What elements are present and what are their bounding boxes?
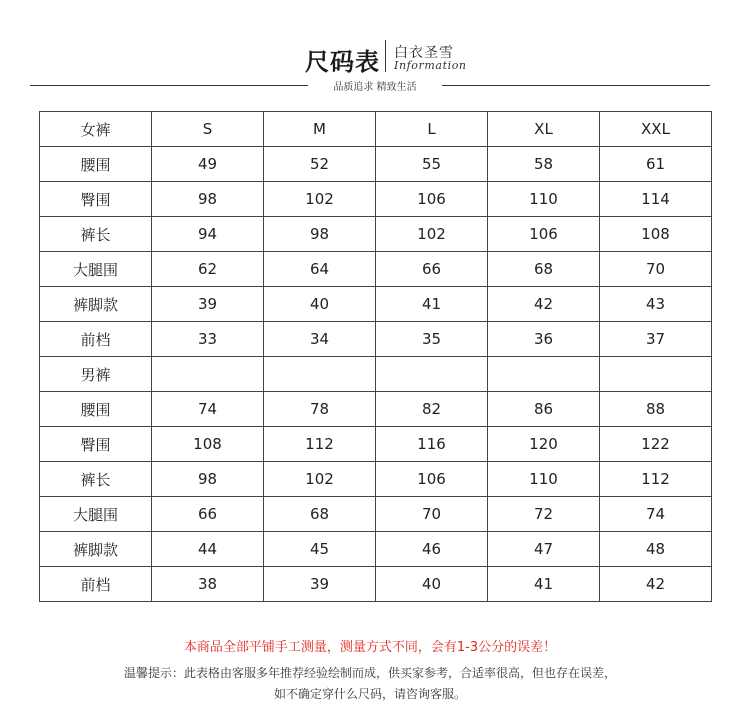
- table-cell: 38: [152, 567, 264, 602]
- table-cell: 74: [152, 392, 264, 427]
- table-cell: 116: [376, 427, 488, 462]
- table-cell: 70: [376, 497, 488, 532]
- table-cell: 88: [600, 392, 712, 427]
- table-cell-empty: [600, 357, 712, 392]
- table-cell: 41: [488, 567, 600, 602]
- table-cell-empty: [152, 357, 264, 392]
- page-title: 尺码表: [305, 48, 380, 76]
- table-cell: 44: [152, 532, 264, 567]
- table-cell: 86: [488, 392, 600, 427]
- table-row: [40, 322, 712, 357]
- table-cell: 34: [264, 322, 376, 357]
- table-cell: 102: [264, 182, 376, 217]
- table-cell: 49: [152, 147, 264, 182]
- brand-name: 白衣圣雪: [394, 45, 454, 61]
- table-cell: 106: [376, 182, 488, 217]
- slogan: 品质追求 精致生活: [333, 82, 417, 93]
- size-header-s: S: [152, 112, 264, 147]
- table-row: [40, 427, 712, 462]
- row-label: 腰围: [40, 392, 152, 427]
- men-section-label: 男裤: [40, 357, 152, 392]
- table-cell: 64: [264, 252, 376, 287]
- tip-line-2: 如不确定穿什么尺码，请咨询客服。: [273, 687, 466, 701]
- table-row: [40, 252, 712, 287]
- table-row: [40, 147, 712, 182]
- table-cell: 52: [264, 147, 376, 182]
- size-header-l: L: [376, 112, 488, 147]
- table-cell-empty: [376, 357, 488, 392]
- table-cell: 94: [152, 217, 264, 252]
- size-header-xl: XL: [488, 112, 600, 147]
- table-cell: 114: [600, 182, 712, 217]
- size-header-m: M: [264, 112, 376, 147]
- table-cell-empty: [264, 357, 376, 392]
- table-cell: 122: [600, 427, 712, 462]
- table-cell: 102: [376, 217, 488, 252]
- table-cell: 47: [488, 532, 600, 567]
- table-row: [40, 217, 712, 252]
- table-row: [40, 497, 712, 532]
- table-cell: 108: [600, 217, 712, 252]
- table-cell: 55: [376, 147, 488, 182]
- table-cell: 106: [376, 462, 488, 497]
- row-label: 前档: [40, 567, 152, 602]
- row-label: 裤长: [40, 217, 152, 252]
- title-divider: [385, 40, 386, 72]
- row-label: 前档: [40, 322, 152, 357]
- page-header: [0, 0, 740, 100]
- brand-subtitle: Information: [394, 59, 467, 72]
- table-cell: 110: [488, 462, 600, 497]
- table-cell: 58: [488, 147, 600, 182]
- table-cell: 108: [152, 427, 264, 462]
- row-label: 大腿围: [40, 252, 152, 287]
- table-row: [40, 532, 712, 567]
- table-cell: 68: [264, 497, 376, 532]
- table-row: [40, 182, 712, 217]
- row-label: 大腿围: [40, 497, 152, 532]
- table-cell: 102: [264, 462, 376, 497]
- table-cell: 66: [152, 497, 264, 532]
- row-label: 腰围: [40, 147, 152, 182]
- tip-line-1: 温馨提示：此表格由客服多年推荐经验绘制而成，供买家参考，合适率很高，但也存在误差，: [123, 666, 616, 680]
- table-cell: 35: [376, 322, 488, 357]
- measurement-notice: 本商品全部平铺手工测量，测量方式不同，会有1-3公分的误差！: [183, 640, 557, 655]
- table-cell: 43: [600, 287, 712, 322]
- table-cell: 110: [488, 182, 600, 217]
- table-cell: 62: [152, 252, 264, 287]
- row-label: 裤脚款: [40, 532, 152, 567]
- table-cell: 61: [600, 147, 712, 182]
- women-section-label: 女裤: [40, 112, 152, 147]
- table-cell: 98: [264, 217, 376, 252]
- table-cell: 40: [264, 287, 376, 322]
- table-cell: 39: [152, 287, 264, 322]
- table-cell: 106: [488, 217, 600, 252]
- men-header-row: [40, 357, 712, 392]
- women-header-row: [40, 112, 712, 147]
- table-cell: 120: [488, 427, 600, 462]
- table-row: [40, 287, 712, 322]
- table-cell: 68: [488, 252, 600, 287]
- table-cell: 46: [376, 532, 488, 567]
- table-cell: 112: [264, 427, 376, 462]
- table-cell: 42: [600, 567, 712, 602]
- table-row: [40, 392, 712, 427]
- header-rule-left: [30, 85, 308, 86]
- table-row: [40, 567, 712, 602]
- table-cell: 82: [376, 392, 488, 427]
- table-cell: 41: [376, 287, 488, 322]
- table-cell: 39: [264, 567, 376, 602]
- table-cell: 112: [600, 462, 712, 497]
- table-cell: 37: [600, 322, 712, 357]
- row-label: 臀围: [40, 182, 152, 217]
- row-label: 臀围: [40, 427, 152, 462]
- table-cell: 74: [600, 497, 712, 532]
- table-cell: 45: [264, 532, 376, 567]
- table-cell: 70: [600, 252, 712, 287]
- table-cell: 36: [488, 322, 600, 357]
- table-cell: 78: [264, 392, 376, 427]
- table-cell: 66: [376, 252, 488, 287]
- table-cell-empty: [488, 357, 600, 392]
- table-cell: 98: [152, 182, 264, 217]
- header-rule-right: [442, 85, 710, 86]
- table-cell: 42: [488, 287, 600, 322]
- row-label: 裤脚款: [40, 287, 152, 322]
- table-cell: 98: [152, 462, 264, 497]
- row-label: 裤长: [40, 462, 152, 497]
- table-cell: 40: [376, 567, 488, 602]
- table-cell: 48: [600, 532, 712, 567]
- size-header-xxl: XXL: [600, 112, 712, 147]
- table-row: [40, 462, 712, 497]
- table-cell: 72: [488, 497, 600, 532]
- size-table: [39, 111, 712, 602]
- table-cell: 33: [152, 322, 264, 357]
